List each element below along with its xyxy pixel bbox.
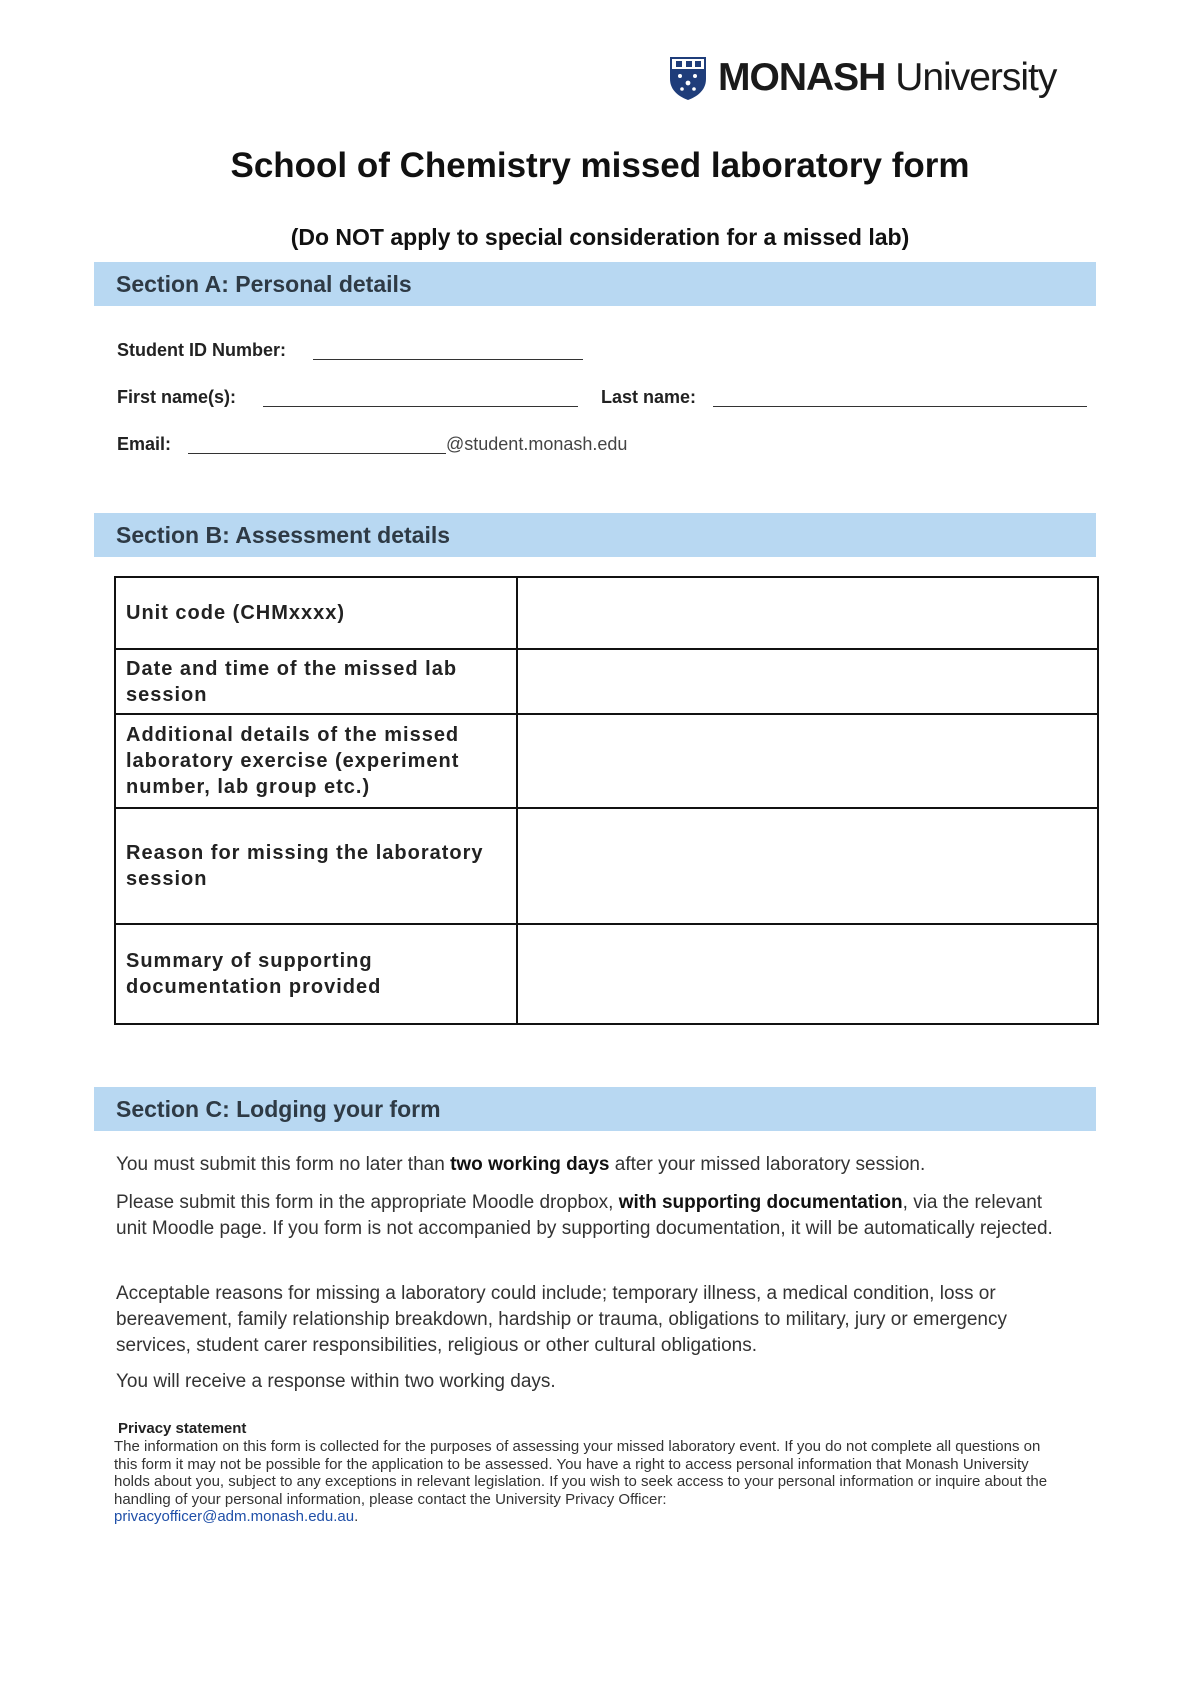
supporting-docs-input[interactable] [517, 924, 1098, 1024]
table-row [115, 577, 1098, 649]
table-row [115, 714, 1098, 808]
reason-input[interactable] [517, 808, 1098, 924]
student-id-field[interactable] [313, 359, 583, 360]
section-c-header [94, 1087, 1096, 1131]
table-row [115, 924, 1098, 1024]
logo-wordmark: MONASH University [718, 56, 1057, 99]
row-label-reason: Reason for missing the laboratory session [115, 808, 517, 924]
privacy-statement-title: Privacy statement [118, 1420, 247, 1437]
table-row [115, 649, 1098, 714]
row-label-date-time: Date and time of the missed lab session [115, 649, 517, 714]
monash-logo [668, 54, 1056, 102]
privacy-statement-text: The information on this form is collected for the purposes of assessing your missed laboratory event. If you do not complete all questions on this form it may not be possible for the application to be assessed. You have a right to access personal information that Monash University holds about you, subject to any exceptions in relevant legislation. If you wish to seek access to your personal information or inquire about the handling of your personal information, please contact the University Privacy Officer: privacyofficer@adm.monash.edu.au. [114, 1438, 1048, 1525]
page-subtitle: (Do NOT apply to special consideration for a missed lab) [290, 224, 910, 250]
response-paragraph: You will receive a response within two working days. [116, 1371, 556, 1392]
deadline-paragraph: You must submit this form no later than two working days after your missed laboratory session. [116, 1154, 926, 1175]
last-name-field[interactable] [713, 406, 1087, 407]
date-time-input[interactable] [517, 649, 1098, 714]
section-b-heading: Section B: Assessment details [116, 522, 451, 548]
additional-details-input[interactable] [517, 714, 1098, 808]
section-b-header [94, 513, 1096, 557]
table-row [115, 808, 1098, 924]
student-id-label: Student ID Number: [117, 340, 286, 360]
row-label-unit-code: Unit code (CHMxxxx) [115, 577, 517, 649]
last-name-label: Last name: [601, 387, 697, 407]
first-name-field[interactable] [263, 406, 578, 407]
privacy-officer-email-link[interactable]: privacyofficer@adm.monash.edu.au [114, 1508, 355, 1525]
row-label-supporting-docs: Summary of supporting documentation provided [115, 924, 517, 1024]
submission-paragraph: Please submit this form in the appropriate Moodle dropbox, with supporting documentation, via the relevant unit Moodle page. If you form is not accompanied by supporting documentation, it will be automatically rejected. [116, 1192, 1053, 1239]
first-name-label: First name(s): [117, 387, 237, 407]
assessment-details-table [114, 576, 1099, 1025]
acceptable-reasons-paragraph: Acceptable reasons for missing a laboratory could include; temporary illness, a medical condition, loss or bereavement, family relationship breakdown, hardship or trauma, obligations to military, jury or emergency services, student carer responsibilities, religious or other cultural obligations. [116, 1283, 1007, 1356]
section-c-heading: Section C: Lodging your form [116, 1096, 441, 1122]
monash-crest-icon [668, 55, 708, 101]
page-title: School of Chemistry missed laboratory form [230, 146, 970, 185]
unit-code-input[interactable] [517, 577, 1098, 649]
section-a-heading: Section A: Personal details [116, 271, 412, 297]
email-field[interactable] [188, 453, 446, 454]
row-label-additional-details: Additional details of the missed laboratory exercise (experiment number, lab group etc.) [115, 714, 517, 808]
email-label: Email: [117, 434, 172, 454]
section-a-header [94, 262, 1096, 306]
email-domain-suffix: @student.monash.edu [446, 434, 628, 454]
